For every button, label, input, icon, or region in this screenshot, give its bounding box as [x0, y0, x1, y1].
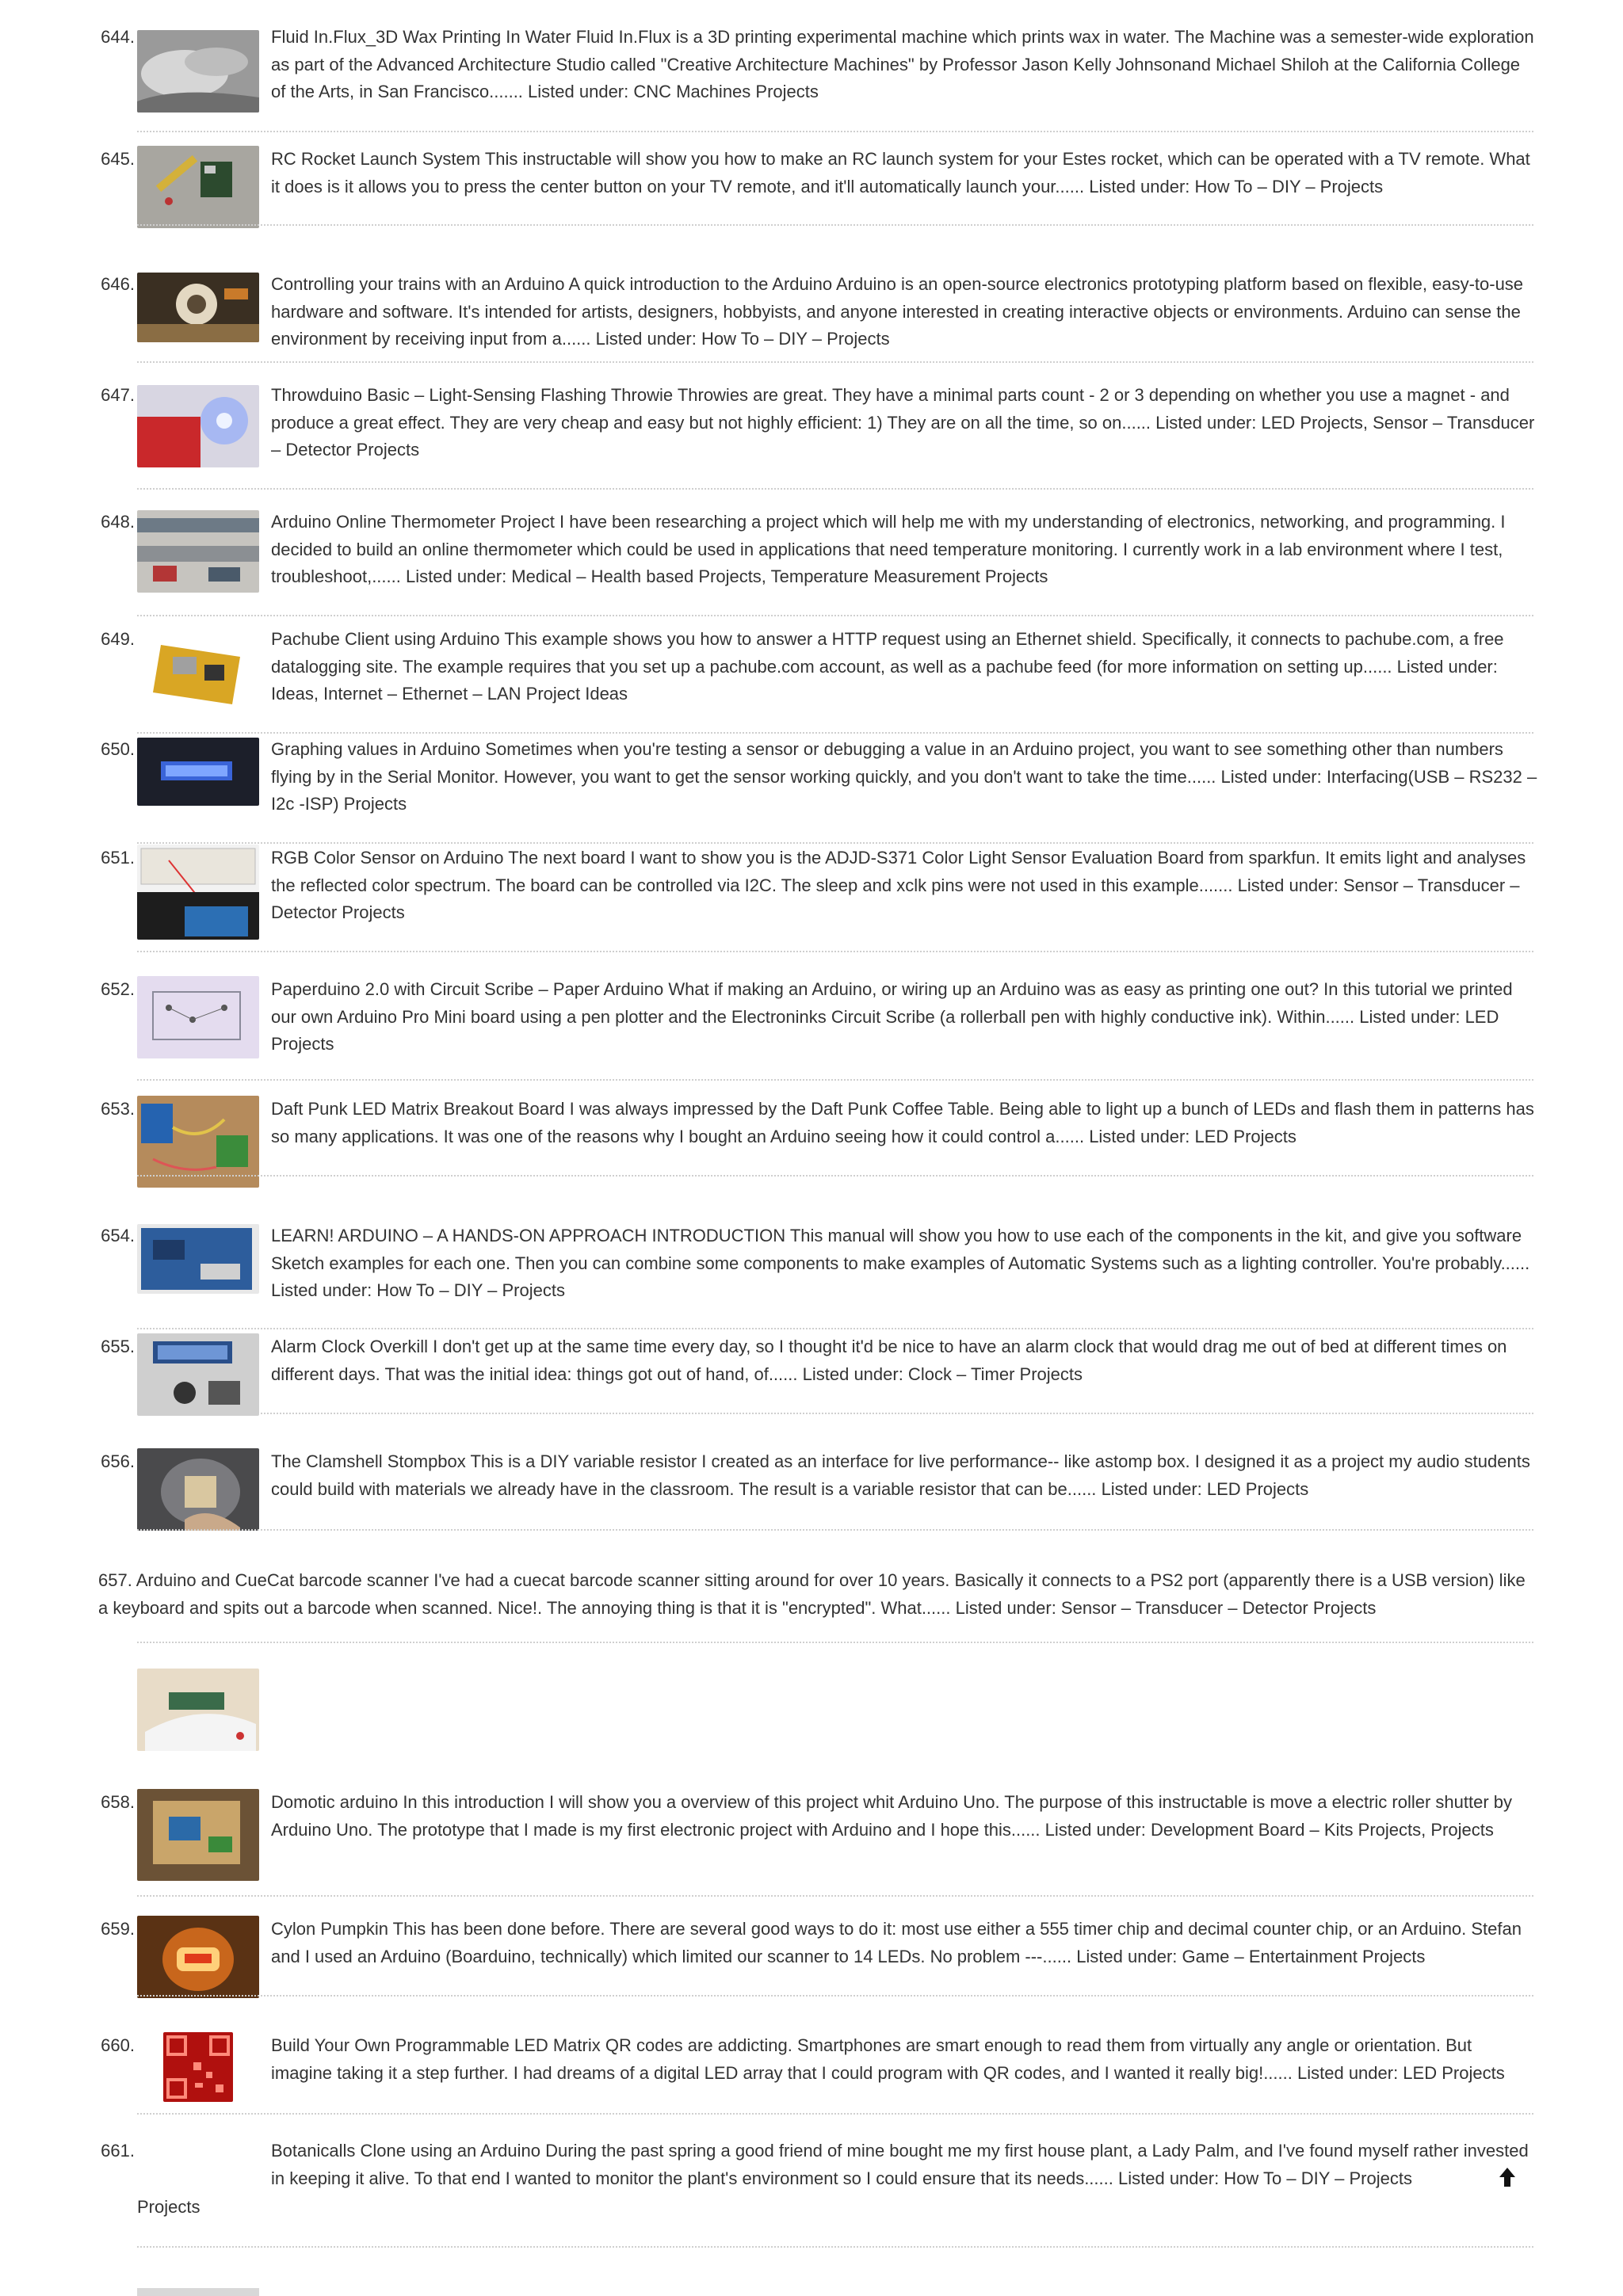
- entry-description: I've had a cuecat barcode scanner sitting around for over 10 years. Basically it connects to a PS2 port (apparently there is a USB version) like a keyboard and spits out a barcode when scanned. Nice!. The annoying thing is that it is "encrypted". What......: [98, 1570, 1526, 1618]
- entry-text: [271, 845, 1537, 927]
- divider: [137, 1079, 1533, 1081]
- stompbox-photo: [137, 1448, 259, 1531]
- partial-thumbnail: [137, 2267, 259, 2296]
- project-title-link[interactable]: Graphing values in Arduino: [271, 739, 481, 759]
- item-number: 653.: [101, 1099, 135, 1119]
- project-title-link[interactable]: Alarm Clock Overkill: [271, 1337, 429, 1356]
- listed-under[interactable]: Listed under: How To – DIY – Projects: [1118, 2168, 1412, 2188]
- project-title-link[interactable]: Controlling your trains with an Arduino: [271, 274, 565, 294]
- project-title-link[interactable]: Botanicalls Clone using an Arduino: [271, 2141, 541, 2161]
- project-thumbnail[interactable]: [137, 845, 259, 940]
- item-number: 658.: [101, 1792, 135, 1812]
- project-thumbnail[interactable]: [137, 1448, 259, 1531]
- project-title-link[interactable]: Daft Punk LED Matrix Breakout Board: [271, 1099, 565, 1119]
- led-matrix-photo: [137, 1096, 259, 1188]
- entry-description: I have been researching a project which will help me with my understanding of electronics, networking, and programming. I decided to build an online thermometer which could be used in applications that need temperature monitoring. I currently work in a lab environment where I test, troubleshoot,......: [271, 512, 1506, 586]
- project-thumbnail[interactable]: [137, 1333, 259, 1416]
- divider: [137, 224, 1533, 226]
- lab-bench-photo: [137, 510, 259, 593]
- listed-under[interactable]: Listed under: Medical – Health based Projects, Temperature Measurement Projects: [406, 566, 1048, 586]
- entry-description: I don't get up at the same time every day, so I thought it'd be nice to have an alarm clock that would drag me out of bed at different times on different days. That was the initial idea: things got out of hand, of......: [271, 1337, 1507, 1384]
- entry-text: [271, 1789, 1537, 1844]
- rocket-launcher-photo: [137, 146, 259, 228]
- paper-circuit-photo: [137, 976, 259, 1058]
- divider: [137, 842, 1533, 844]
- train-controller-photo: [137, 273, 259, 342]
- project-thumbnail[interactable]: [137, 273, 259, 342]
- entry-text: [271, 382, 1537, 464]
- divider: [137, 1642, 1533, 1643]
- entry-text: [271, 146, 1537, 200]
- qr-led-photo: [163, 2032, 233, 2102]
- project-thumbnail[interactable]: [137, 1224, 259, 1294]
- entry-text: [98, 1567, 1537, 1622]
- item-number: 644.: [101, 27, 135, 47]
- entry-text: [271, 509, 1537, 591]
- entry-description: In this introduction I will show you a overview of this project whit Arduino Uno. The purpose of this instructable is move a electric roller shutter by Arduino Uno. The prototype that I made is my first electronic project with Arduino and I hope this......: [271, 1792, 1513, 1840]
- divider: [137, 1995, 1533, 1997]
- entry-text: [271, 1916, 1537, 1970]
- project-title-link[interactable]: Pachube Client using Arduino: [271, 629, 500, 649]
- project-title-link[interactable]: RGB Color Sensor on Arduino: [271, 848, 504, 868]
- entry-text: [271, 1222, 1537, 1305]
- entry-text: [271, 1448, 1537, 1503]
- entry-description: This manual will show you how to use each of the components in the kit, and give you software Sketch examples for each one. Then you can combine some components to make examples of Automatic Systems such as a lighting controller. You're probably......: [271, 1226, 1530, 1273]
- item-number: 649.: [101, 629, 135, 649]
- project-thumbnail[interactable]: [137, 1096, 259, 1188]
- entry-text: [271, 976, 1537, 1058]
- project-thumbnail[interactable]: [137, 1669, 259, 1751]
- divider: [137, 2113, 1533, 2115]
- listed-under[interactable]: Listed under: Ideas, Internet – Ethernet – LAN Project Ideas: [271, 656, 1498, 704]
- project-title-link[interactable]: Fluid In.Flux_3D Wax Printing In Water: [271, 27, 571, 47]
- entry-description: The next board I want to show you is the ADJD-S371 Color Light Sensor Evaluation Board from sparkfun. It emits light and analyses the reflected color spectrum. The board can be controlled via I2C. The sleep and xclk pins were not used in this example.......: [271, 848, 1526, 895]
- item-number: 661.: [101, 2141, 135, 2161]
- roller-shutter-photo: [137, 1789, 259, 1881]
- divider: [137, 1328, 1533, 1329]
- entry-description: Sometimes when you're testing a sensor or debugging a value in an Arduino project, you want to see something other than numbers flying by in the Serial Monitor. However, you want to get the sensor working quickly, and you don't want to take the time......: [271, 739, 1503, 787]
- entry-description: I was always impressed by the Daft Punk Coffee Table. Being able to light up a bunch of LEDs and flash them in patterns has so many applications. It was one of the reasons why I bought an Arduino seeing how it could control a......: [271, 1099, 1534, 1146]
- project-thumbnail[interactable]: [137, 1789, 259, 1881]
- item-number: 650.: [101, 739, 135, 759]
- listed-under[interactable]: Listed under: How To – DIY – Projects: [271, 1280, 565, 1300]
- listed-under[interactable]: Listed under: Sensor – Transducer – Detector Projects: [271, 875, 1520, 922]
- entry-description: This example shows you how to answer a HTTP request using an Ethernet shield. Specifically, it connects to pachube.com, a free datalogging site. The example requires that you set up a pachube.com account, as well as a pachube feed (for more information on setting up......: [271, 629, 1504, 677]
- entry-description: Fluid In.Flux is a 3D printing experimental machine which prints wax in water. The Machine was a semester-wide exploration as part of the Advanced Architecture Studio called "Creative Architecture Machines" by Professor Jason Kelly Johnsonand Michael Shiloh at the California College of the Arts, in San Francisco.......: [271, 27, 1534, 101]
- listed-under[interactable]: Listed under: Interfacing(USB – RS232 – I2c -ISP) Projects: [271, 766, 1537, 814]
- item-number: 651.: [101, 848, 135, 868]
- entry-text: [271, 24, 1537, 106]
- throwie-led-photo: [137, 385, 259, 467]
- item-number: 645.: [101, 149, 135, 169]
- listed-under[interactable]: Listed under: LED Projects: [271, 1006, 1499, 1054]
- entry-text: [271, 626, 1537, 708]
- item-number: 659.: [101, 1919, 135, 1939]
- item-number: 656.: [101, 1451, 135, 1471]
- project-thumbnail[interactable]: [137, 738, 259, 806]
- listed-under[interactable]: Listed under: Game – Entertainment Projects: [1076, 1946, 1426, 1966]
- entry-description: Throwies are great. They have a minimal parts count - 2 or 3 depending on whether you use a magnet - and produce a great effect. They are very cheap and easy but not highly efficient: 1) They are on all the time, so on......: [271, 385, 1510, 433]
- divider: [137, 131, 1533, 132]
- item-number: 646.: [101, 274, 135, 294]
- breadboard-diagram: [137, 845, 259, 940]
- project-title-link[interactable]: LEARN! ARDUINO – A HANDS-ON APPROACH INTRODUCTION: [271, 1226, 786, 1245]
- divider: [137, 361, 1533, 363]
- listed-under[interactable]: Listed under: CNC Machines Projects: [528, 82, 819, 101]
- divider: [137, 1529, 1533, 1531]
- divider: [137, 1175, 1533, 1177]
- entry-description: This is a DIY variable resistor I created as an interface for live performance-- like astomp box. I designed it as a project my audio students could build with materials we already have in the classroom. The result is a variable resistor that can be......: [271, 1451, 1530, 1499]
- entry-text: [271, 2032, 1537, 2087]
- project-title-link[interactable]: Arduino Online Thermometer Project: [271, 512, 555, 532]
- listed-under[interactable]: Listed under: Clock – Timer Projects: [802, 1363, 1083, 1384]
- divider: [137, 488, 1533, 490]
- listed-under[interactable]: Listed under: LED Projects, Sensor – Transducer – Detector Projects: [271, 412, 1535, 460]
- project-thumbnail[interactable]: [137, 1916, 259, 1998]
- listed-under[interactable]: Listed under: LED Projects: [1101, 1478, 1309, 1499]
- divider: [137, 2246, 1533, 2248]
- listed-under[interactable]: Listed under: LED Projects: [1297, 2062, 1505, 2083]
- divider: [137, 1413, 1533, 1414]
- entry-text: [271, 2138, 1537, 2192]
- project-thumbnail[interactable]: [137, 30, 259, 113]
- scroll-to-top-icon[interactable]: [1499, 2167, 1516, 2187]
- item-number: 655.: [101, 1337, 135, 1356]
- item-number: 654.: [101, 1226, 135, 1245]
- divider: [137, 732, 1533, 734]
- project-thumbnail[interactable]: [137, 510, 259, 593]
- project-thumbnail[interactable]: [163, 2032, 233, 2102]
- project-thumbnail[interactable]: [137, 629, 259, 711]
- item-number: 652.: [101, 979, 135, 999]
- item-number: 648.: [101, 512, 135, 532]
- project-thumbnail[interactable]: [137, 385, 259, 467]
- item-number: 657.: [98, 1570, 132, 1590]
- listed-under[interactable]: Listed under: Sensor – Transducer – Detector Projects: [955, 1597, 1377, 1618]
- entry-text: [271, 271, 1537, 353]
- alarm-clock-photo: [137, 1333, 259, 1416]
- listed-under[interactable]: Listed under: Development Board – Kits Projects, Projects: [1044, 1819, 1494, 1840]
- entry-text: [271, 736, 1537, 818]
- divider: [137, 951, 1533, 952]
- entry-description: This instructable will show you how to make an RC launch system for your Estes rocket, which can be operated with a TV remote. What it does is it allows you to press the center button on your TV remote, and it'll automatically launch your......: [271, 149, 1530, 196]
- listed-under[interactable]: Listed under: How To – DIY – Projects: [595, 329, 890, 349]
- project-thumbnail[interactable]: [137, 2267, 259, 2296]
- arduino-board-photo: [137, 1224, 259, 1294]
- entry-text: [271, 1333, 1537, 1388]
- project-title-link[interactable]: The Clamshell Stompbox: [271, 1451, 466, 1471]
- ethernet-shield-photo: [137, 629, 259, 711]
- divider: [137, 615, 1533, 616]
- entry-description: This has been done before. There are several good ways to do it: most use either a 555 timer chip and decimal counter chip, or an Arduino. Stefan and I used an Arduino (Boarduino, technically) which limited our scanner to 14 LEDs. No problem ---......: [271, 1919, 1522, 1966]
- wrapped-label: Projects: [137, 2197, 200, 2217]
- entry-description: During the past spring a good friend of mine bought me my first house plant, a Lady Palm, and I've found myself rather invested in keeping it alive. To that end I wanted to monitor the plant's environment so I could ensure that its needs......: [271, 2141, 1529, 2188]
- project-title-link[interactable]: Build Your Own Programmable LED Matrix: [271, 2035, 601, 2055]
- entry-description: A quick introduction to the Arduino Arduino is an open-source electronics prototyping platform based on flexible, easy-to-use hardware and software. It's intended for artists, designers, hobbyists, and anyone interested in creating interactive objects or environments. Arduino can sense the environment by receiving input from a......: [271, 274, 1524, 349]
- item-number: 647.: [101, 385, 135, 405]
- project-title-link[interactable]: Cylon Pumpkin: [271, 1919, 388, 1939]
- entry-text: [271, 1096, 1537, 1150]
- project-thumbnail[interactable]: [137, 146, 259, 228]
- wax-print-photo: [137, 30, 259, 113]
- listed-under[interactable]: Listed under: How To – DIY – Projects: [1089, 176, 1384, 196]
- entry-description: QR codes are addicting. Smartphones are smart enough to read them from virtually any angle or orientation. But imagine taking it a step further. I had dreams of a digital LED array that I could program with QR codes, and I wanted it really big!......: [271, 2035, 1472, 2083]
- project-title-link[interactable]: Paperduino 2.0 with Circuit Scribe – Paper Arduino: [271, 979, 664, 999]
- project-title-link[interactable]: Throwduino Basic – Light-Sensing Flashing Throwie: [271, 385, 674, 405]
- entry-description: What if making an Arduino, or wiring up an Arduino was as easy as printing one out? In this tutorial we printed our own Arduino Pro Mini board using a pen plotter and the Electroninks Circuit Scribe (a rollerball pen with highly conductive ink). Within......: [271, 979, 1513, 1027]
- cuecat-scanner-photo: [137, 1669, 259, 1751]
- project-title-link[interactable]: Domotic arduino: [271, 1792, 399, 1812]
- lcd-graph-photo: [137, 738, 259, 806]
- item-number: 660.: [101, 2035, 135, 2055]
- project-title-link[interactable]: RC Rocket Launch System: [271, 149, 481, 169]
- project-thumbnail[interactable]: [137, 976, 259, 1058]
- divider: [137, 1895, 1533, 1897]
- project-title-link[interactable]: Arduino and CueCat barcode scanner: [136, 1570, 430, 1590]
- pumpkin-photo: [137, 1916, 259, 1998]
- listed-under[interactable]: Listed under: LED Projects: [1089, 1126, 1296, 1146]
